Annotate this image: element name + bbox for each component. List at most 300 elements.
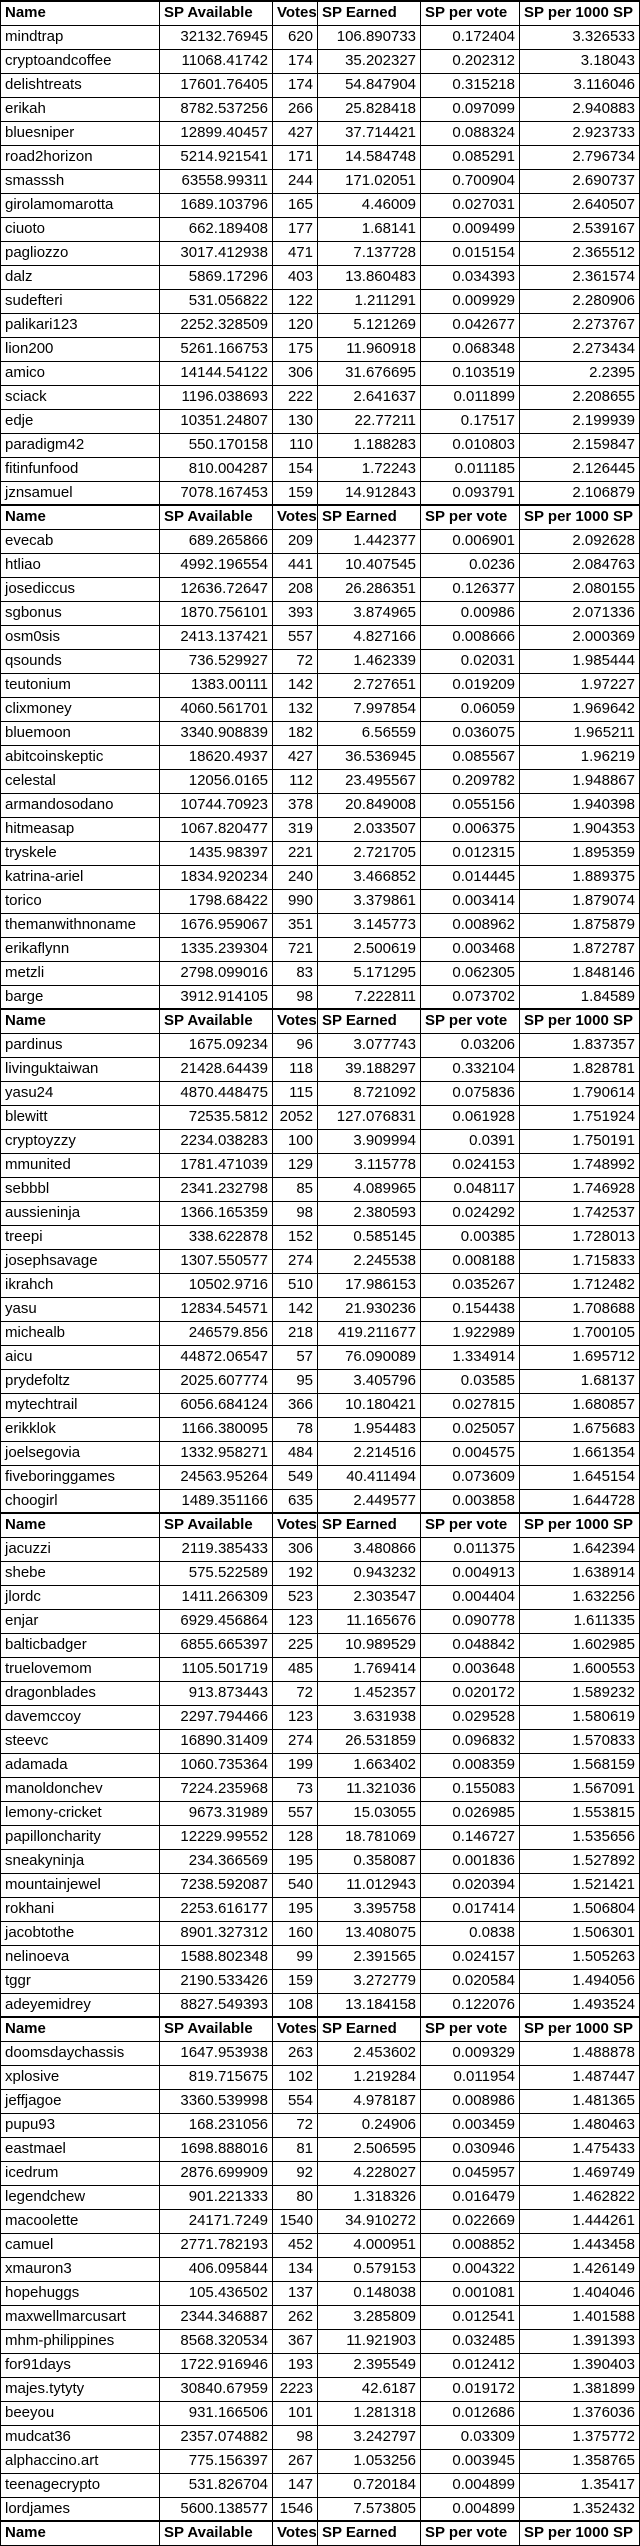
cell-sp-earned: 1.954483 — [318, 1417, 421, 1441]
cell-sp-earned: 42.6187 — [318, 2377, 421, 2401]
cell-votes: 195 — [273, 1897, 318, 1921]
cell-sp-available: 913.873443 — [160, 1681, 273, 1705]
cell-votes: 620 — [273, 25, 318, 49]
cell-votes: 95 — [273, 1369, 318, 1393]
cell-votes: 142 — [273, 1297, 318, 1321]
cell-sp-per-1000-sp: 1.390403 — [520, 2353, 640, 2377]
cell-sp-per-1000-sp: 2.080155 — [520, 577, 640, 601]
column-header-sp-available: SP Available — [160, 505, 273, 529]
cell-sp-earned: 21.930236 — [318, 1297, 421, 1321]
cell-sp-per-1000-sp: 1.426149 — [520, 2257, 640, 2281]
cell-sp-per-vote: 0.055156 — [421, 793, 520, 817]
table-row — [1, 2497, 640, 2521]
cell-votes: 263 — [273, 2041, 318, 2065]
cell-sp-per-vote: 0.093791 — [421, 481, 520, 505]
cell-name: prydefoltz — [1, 1369, 160, 1393]
cell-name: tryskele — [1, 841, 160, 865]
cell-name: erikah — [1, 97, 160, 121]
cell-votes: 721 — [273, 937, 318, 961]
cell-votes: 351 — [273, 913, 318, 937]
cell-sp-available: 3360.539998 — [160, 2089, 273, 2113]
cell-sp-per-vote: 0.315218 — [421, 73, 520, 97]
cell-name: paradigm42 — [1, 433, 160, 457]
table-row — [1, 2209, 640, 2233]
table-row — [1, 97, 640, 121]
cell-sp-per-vote: 0.011375 — [421, 1537, 520, 1561]
cell-sp-earned: 0.720184 — [318, 2473, 421, 2497]
cell-sp-earned: 0.148038 — [318, 2281, 421, 2305]
cell-sp-per-1000-sp: 1.889375 — [520, 865, 640, 889]
cell-sp-available: 662.189408 — [160, 217, 273, 241]
cell-sp-earned: 0.943232 — [318, 1561, 421, 1585]
cell-sp-per-1000-sp: 2.365512 — [520, 241, 640, 265]
cell-name: qsounds — [1, 649, 160, 673]
cell-name: edje — [1, 409, 160, 433]
table-row — [1, 1801, 640, 1825]
cell-sp-per-vote: 0.012541 — [421, 2305, 520, 2329]
cell-votes: 108 — [273, 1993, 318, 2017]
cell-votes: 159 — [273, 481, 318, 505]
cell-votes: 152 — [273, 1225, 318, 1249]
cell-name: alphaccino.art — [1, 2449, 160, 2473]
cell-sp-per-1000-sp: 1.96219 — [520, 745, 640, 769]
cell-sp-available: 16890.31409 — [160, 1729, 273, 1753]
cell-sp-per-1000-sp: 2.208655 — [520, 385, 640, 409]
cell-sp-per-1000-sp: 3.18043 — [520, 49, 640, 73]
cell-sp-available: 531.056822 — [160, 289, 273, 313]
cell-sp-earned: 3.242797 — [318, 2425, 421, 2449]
table-row — [1, 145, 640, 169]
table-row — [1, 1945, 640, 1969]
cell-sp-per-vote: 0.048117 — [421, 1177, 520, 1201]
cell-sp-earned: 4.000951 — [318, 2233, 421, 2257]
cell-votes: 274 — [273, 1249, 318, 1273]
cell-sp-per-1000-sp: 1.527892 — [520, 1849, 640, 1873]
cell-name: xplosive — [1, 2065, 160, 2089]
cell-sp-per-vote: 0.004899 — [421, 2497, 520, 2521]
cell-sp-per-vote: 0.088324 — [421, 121, 520, 145]
cell-sp-per-1000-sp: 1.708688 — [520, 1297, 640, 1321]
cell-votes: 98 — [273, 2425, 318, 2449]
column-header-sp-available: SP Available — [160, 2017, 273, 2041]
cell-sp-available: 4870.448475 — [160, 1081, 273, 1105]
table-row — [1, 2329, 640, 2353]
cell-votes: 142 — [273, 673, 318, 697]
cell-sp-per-1000-sp: 1.985444 — [520, 649, 640, 673]
table-row — [1, 745, 640, 769]
cell-sp-earned: 1.72243 — [318, 457, 421, 481]
table-row — [1, 2449, 640, 2473]
cell-sp-earned: 3.077743 — [318, 1033, 421, 1057]
cell-sp-per-1000-sp: 1.602985 — [520, 1633, 640, 1657]
cell-votes: 635 — [273, 1489, 318, 1513]
header-row — [1, 2521, 640, 2545]
cell-sp-per-vote: 0.048842 — [421, 1633, 520, 1657]
cell-sp-earned: 2.641637 — [318, 385, 421, 409]
cell-sp-earned: 13.860483 — [318, 265, 421, 289]
cell-sp-per-vote: 0.155083 — [421, 1777, 520, 1801]
cell-votes: 484 — [273, 1441, 318, 1465]
cell-sp-available: 550.170158 — [160, 433, 273, 457]
cell-votes: 195 — [273, 1849, 318, 1873]
column-header-sp-available: SP Available — [160, 1009, 273, 1033]
cell-votes: 174 — [273, 73, 318, 97]
table-row — [1, 1225, 640, 1249]
cell-sp-earned: 4.978187 — [318, 2089, 421, 2113]
column-header-sp-available: SP Available — [160, 2521, 273, 2545]
cell-sp-earned: 8.721092 — [318, 1081, 421, 1105]
cell-sp-per-vote: 0.025057 — [421, 1417, 520, 1441]
cell-sp-available: 2253.616177 — [160, 1897, 273, 1921]
cell-sp-available: 5214.921541 — [160, 145, 273, 169]
cell-name: treepi — [1, 1225, 160, 1249]
cell-sp-available: 7238.592087 — [160, 1873, 273, 1897]
cell-name: yasu — [1, 1297, 160, 1321]
cell-votes: 81 — [273, 2137, 318, 2161]
cell-sp-per-1000-sp: 2.539167 — [520, 217, 640, 241]
cell-name: lemony-cricket — [1, 1801, 160, 1825]
cell-votes: 175 — [273, 337, 318, 361]
cell-sp-per-1000-sp: 1.580619 — [520, 1705, 640, 1729]
cell-name: teutonium — [1, 673, 160, 697]
cell-sp-per-1000-sp: 1.481365 — [520, 2089, 640, 2113]
cell-votes: 378 — [273, 793, 318, 817]
cell-name: manoldonchev — [1, 1777, 160, 1801]
cell-sp-earned: 106.890733 — [318, 25, 421, 49]
cell-votes: 154 — [273, 457, 318, 481]
table-row — [1, 2305, 640, 2329]
cell-sp-per-1000-sp: 1.494056 — [520, 1969, 640, 1993]
table-row — [1, 73, 640, 97]
header-row — [1, 1513, 640, 1537]
cell-sp-per-vote: 0.0236 — [421, 553, 520, 577]
cell-sp-earned: 4.46009 — [318, 193, 421, 217]
table-row — [1, 2473, 640, 2497]
cell-sp-per-1000-sp: 1.391393 — [520, 2329, 640, 2353]
cell-sp-available: 3340.908839 — [160, 721, 273, 745]
table-row — [1, 601, 640, 625]
cell-name: metzli — [1, 961, 160, 985]
cell-sp-available: 24563.95264 — [160, 1465, 273, 1489]
column-header-name: Name — [1, 505, 160, 529]
cell-votes: 80 — [273, 2185, 318, 2209]
table-row — [1, 121, 640, 145]
cell-sp-available: 8901.327312 — [160, 1921, 273, 1945]
cell-votes: 193 — [273, 2353, 318, 2377]
cell-sp-available: 901.221333 — [160, 2185, 273, 2209]
cell-sp-earned: 10.989529 — [318, 1633, 421, 1657]
table-row — [1, 2161, 640, 2185]
column-header-name: Name — [1, 1009, 160, 1033]
cell-votes: 1546 — [273, 2497, 318, 2521]
cell-sp-available: 689.265866 — [160, 529, 273, 553]
cell-votes: 147 — [273, 2473, 318, 2497]
cell-sp-available: 105.436502 — [160, 2281, 273, 2305]
table-row — [1, 985, 640, 1009]
cell-sp-available: 2297.794466 — [160, 1705, 273, 1729]
table-body — [1, 1, 640, 2545]
cell-sp-per-vote: 0.012686 — [421, 2401, 520, 2425]
cell-name: pupu93 — [1, 2113, 160, 2137]
cell-sp-earned: 1.442377 — [318, 529, 421, 553]
cell-sp-available: 234.366569 — [160, 1849, 273, 1873]
cell-sp-per-1000-sp: 1.611335 — [520, 1609, 640, 1633]
table-row — [1, 577, 640, 601]
cell-sp-per-vote: 0.085567 — [421, 745, 520, 769]
cell-sp-earned: 3.874965 — [318, 601, 421, 625]
cell-name: smasssh — [1, 169, 160, 193]
cell-sp-available: 10744.70923 — [160, 793, 273, 817]
cell-sp-earned: 22.77211 — [318, 409, 421, 433]
cell-name: tggr — [1, 1969, 160, 1993]
table-row — [1, 1657, 640, 1681]
cell-sp-available: 1332.958271 — [160, 1441, 273, 1465]
cell-votes: 1540 — [273, 2209, 318, 2233]
cell-sp-available: 2798.099016 — [160, 961, 273, 985]
cell-sp-per-1000-sp: 2.2395 — [520, 361, 640, 385]
cell-sp-available: 12636.72647 — [160, 577, 273, 601]
cell-sp-per-1000-sp: 2.940883 — [520, 97, 640, 121]
cell-sp-earned: 10.407545 — [318, 553, 421, 577]
cell-sp-per-1000-sp: 2.273767 — [520, 313, 640, 337]
cell-sp-available: 1335.239304 — [160, 937, 273, 961]
cell-sp-per-1000-sp: 1.837357 — [520, 1033, 640, 1057]
table-row — [1, 1441, 640, 1465]
cell-votes: 130 — [273, 409, 318, 433]
column-header-sp-available: SP Available — [160, 1513, 273, 1537]
cell-sp-per-1000-sp: 1.632256 — [520, 1585, 640, 1609]
cell-sp-earned: 26.531859 — [318, 1729, 421, 1753]
cell-sp-per-vote: 0.103519 — [421, 361, 520, 385]
cell-name: icedrum — [1, 2161, 160, 2185]
table-row — [1, 1345, 640, 1369]
cell-sp-per-vote: 0.096832 — [421, 1729, 520, 1753]
cell-sp-per-1000-sp: 1.904353 — [520, 817, 640, 841]
cell-sp-per-vote: 0.0391 — [421, 1129, 520, 1153]
cell-votes: 221 — [273, 841, 318, 865]
cell-sp-per-1000-sp: 1.487447 — [520, 2065, 640, 2089]
column-header-votes: Votes — [273, 1513, 318, 1537]
cell-sp-earned: 7.137728 — [318, 241, 421, 265]
cell-sp-available: 531.826704 — [160, 2473, 273, 2497]
cell-sp-available: 3912.914105 — [160, 985, 273, 1009]
column-header-name: Name — [1, 2017, 160, 2041]
cell-name: cryptoandcoffee — [1, 49, 160, 73]
cell-votes: 98 — [273, 985, 318, 1009]
cell-sp-per-vote: 0.073702 — [421, 985, 520, 1009]
cell-sp-per-1000-sp: 1.638914 — [520, 1561, 640, 1585]
column-header-votes: Votes — [273, 1009, 318, 1033]
cell-sp-earned: 3.272779 — [318, 1969, 421, 1993]
cell-name: adeyemidrey — [1, 1993, 160, 2017]
cell-sp-per-vote: 0.061928 — [421, 1105, 520, 1129]
cell-votes: 73 — [273, 1777, 318, 1801]
cell-sp-per-1000-sp: 1.488878 — [520, 2041, 640, 2065]
cell-sp-earned: 0.24906 — [318, 2113, 421, 2137]
cell-sp-available: 338.622878 — [160, 1225, 273, 1249]
cell-sp-per-vote: 0.068348 — [421, 337, 520, 361]
cell-name: jacuzzi — [1, 1537, 160, 1561]
cell-sp-per-vote: 0.010803 — [421, 433, 520, 457]
cell-name: fiveboringgames — [1, 1465, 160, 1489]
cell-name: jlordc — [1, 1585, 160, 1609]
cell-sp-per-vote: 0.042677 — [421, 313, 520, 337]
cell-sp-per-1000-sp: 1.480463 — [520, 2113, 640, 2137]
cell-sp-per-1000-sp: 1.746928 — [520, 1177, 640, 1201]
cell-sp-earned: 14.584748 — [318, 145, 421, 169]
cell-sp-per-1000-sp: 3.116046 — [520, 73, 640, 97]
cell-sp-available: 246579.856 — [160, 1321, 273, 1345]
cell-sp-per-1000-sp: 1.444261 — [520, 2209, 640, 2233]
cell-name: sciack — [1, 385, 160, 409]
cell-sp-per-vote: 0.034393 — [421, 265, 520, 289]
cell-sp-available: 1166.380095 — [160, 1417, 273, 1441]
table-row — [1, 865, 640, 889]
cell-sp-available: 1675.09234 — [160, 1033, 273, 1057]
cell-votes: 274 — [273, 1729, 318, 1753]
cell-name: armandosodano — [1, 793, 160, 817]
cell-votes: 510 — [273, 1273, 318, 1297]
cell-name: eastmael — [1, 2137, 160, 2161]
cell-sp-available: 2876.699909 — [160, 2161, 273, 2185]
table-row — [1, 889, 640, 913]
cell-name: erikklok — [1, 1417, 160, 1441]
cell-sp-earned: 39.188297 — [318, 1057, 421, 1081]
cell-sp-earned: 3.395758 — [318, 1897, 421, 1921]
cell-votes: 72 — [273, 649, 318, 673]
cell-sp-per-1000-sp: 1.872787 — [520, 937, 640, 961]
cell-sp-per-1000-sp: 1.748992 — [520, 1153, 640, 1177]
cell-sp-earned: 3.115778 — [318, 1153, 421, 1177]
cell-sp-per-1000-sp: 1.879074 — [520, 889, 640, 913]
cell-name: abitcoinskeptic — [1, 745, 160, 769]
cell-name: sneakyninja — [1, 1849, 160, 1873]
table-row — [1, 1081, 640, 1105]
cell-sp-available: 4992.196554 — [160, 553, 273, 577]
cell-name: rokhani — [1, 1897, 160, 1921]
cell-sp-per-1000-sp: 1.895359 — [520, 841, 640, 865]
cell-sp-earned: 2.214516 — [318, 1441, 421, 1465]
cell-sp-per-vote: 0.172404 — [421, 25, 520, 49]
table-row — [1, 937, 640, 961]
cell-sp-earned: 7.222811 — [318, 985, 421, 1009]
cell-sp-per-1000-sp: 1.570833 — [520, 1729, 640, 1753]
cell-sp-per-1000-sp: 1.97227 — [520, 673, 640, 697]
cell-sp-per-1000-sp: 1.642394 — [520, 1537, 640, 1561]
cell-name: xmauron3 — [1, 2257, 160, 2281]
cell-sp-earned: 5.121269 — [318, 313, 421, 337]
table-row — [1, 1825, 640, 1849]
table-row — [1, 1777, 640, 1801]
cell-sp-earned: 3.631938 — [318, 1705, 421, 1729]
cell-votes: 2052 — [273, 1105, 318, 1129]
cell-votes: 110 — [273, 433, 318, 457]
cell-votes: 165 — [273, 193, 318, 217]
cell-sp-available: 14144.54122 — [160, 361, 273, 385]
cell-sp-per-vote: 0.027815 — [421, 1393, 520, 1417]
cell-sp-per-vote: 0.009499 — [421, 217, 520, 241]
table-row — [1, 1033, 640, 1057]
cell-sp-earned: 1.281318 — [318, 2401, 421, 2425]
cell-sp-per-vote: 0.029528 — [421, 1705, 520, 1729]
cell-sp-earned: 1.462339 — [318, 649, 421, 673]
cell-sp-per-vote: 0.008188 — [421, 1249, 520, 1273]
cell-name: barge — [1, 985, 160, 1009]
cell-sp-available: 12229.99552 — [160, 1825, 273, 1849]
cell-sp-per-1000-sp: 1.469749 — [520, 2161, 640, 2185]
cell-sp-per-vote: 0.008986 — [421, 2089, 520, 2113]
cell-name: delishtreats — [1, 73, 160, 97]
table-row — [1, 817, 640, 841]
cell-name: cryptoyzzy — [1, 1129, 160, 1153]
cell-sp-per-vote: 0.00385 — [421, 1225, 520, 1249]
cell-sp-per-1000-sp: 1.358765 — [520, 2449, 640, 2473]
cell-votes: 549 — [273, 1465, 318, 1489]
cell-sp-earned: 2.453602 — [318, 2041, 421, 2065]
cell-votes: 137 — [273, 2281, 318, 2305]
cell-sp-available: 12056.0165 — [160, 769, 273, 793]
cell-sp-earned: 0.358087 — [318, 1849, 421, 1873]
cell-name: fitinfunfood — [1, 457, 160, 481]
cell-sp-earned: 2.395549 — [318, 2353, 421, 2377]
cell-sp-per-1000-sp: 1.675683 — [520, 1417, 640, 1441]
cell-sp-per-vote: 0.012315 — [421, 841, 520, 865]
table-row — [1, 2113, 640, 2137]
cell-votes: 485 — [273, 1657, 318, 1681]
cell-name: hopehuggs — [1, 2281, 160, 2305]
cell-votes: 72 — [273, 2113, 318, 2137]
cell-votes: 199 — [273, 1753, 318, 1777]
cell-sp-per-1000-sp: 1.661354 — [520, 1441, 640, 1465]
column-header-votes: Votes — [273, 2017, 318, 2041]
cell-sp-per-vote: 0.209782 — [421, 769, 520, 793]
cell-sp-available: 775.156397 — [160, 2449, 273, 2473]
cell-votes: 367 — [273, 2329, 318, 2353]
cell-sp-earned: 3.285809 — [318, 2305, 421, 2329]
table-row — [1, 385, 640, 409]
cell-name: jznsamuel — [1, 481, 160, 505]
table-row — [1, 49, 640, 73]
table-row — [1, 1201, 640, 1225]
cell-sp-per-vote: 0.126377 — [421, 577, 520, 601]
cell-sp-earned: 4.827166 — [318, 625, 421, 649]
cell-sp-available: 12834.54571 — [160, 1297, 273, 1321]
cell-sp-per-vote: 0.016479 — [421, 2185, 520, 2209]
cell-votes: 218 — [273, 1321, 318, 1345]
cell-sp-earned: 0.579153 — [318, 2257, 421, 2281]
table-row — [1, 1849, 640, 1873]
cell-sp-available: 1489.351166 — [160, 1489, 273, 1513]
cell-name: jeffjagoe — [1, 2089, 160, 2113]
cell-name: truelovemom — [1, 1657, 160, 1681]
cell-sp-available: 5869.17296 — [160, 265, 273, 289]
column-header-sp-per-1000-sp: SP per 1000 SP — [520, 2017, 640, 2041]
cell-sp-earned: 11.960918 — [318, 337, 421, 361]
cell-sp-per-vote: 0.003945 — [421, 2449, 520, 2473]
column-header-sp-per-vote: SP per vote — [421, 505, 520, 529]
cell-sp-earned: 35.202327 — [318, 49, 421, 73]
cell-sp-earned: 2.500619 — [318, 937, 421, 961]
cell-name: mhm-philippines — [1, 2329, 160, 2353]
cell-sp-available: 18620.4937 — [160, 745, 273, 769]
cell-sp-per-vote: 0.00986 — [421, 601, 520, 625]
cell-sp-earned: 1.219284 — [318, 2065, 421, 2089]
cell-sp-earned: 2.033507 — [318, 817, 421, 841]
cell-sp-per-vote: 0.006901 — [421, 529, 520, 553]
cell-sp-per-vote: 0.008962 — [421, 913, 520, 937]
column-header-name: Name — [1, 1513, 160, 1537]
cell-sp-available: 1647.953938 — [160, 2041, 273, 2065]
